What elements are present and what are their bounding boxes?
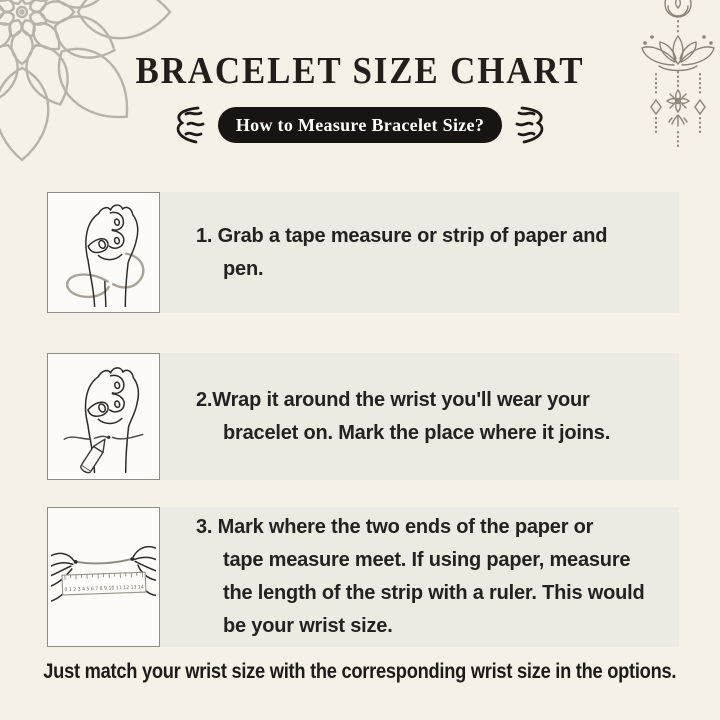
step-1-text (160, 192, 679, 313)
step-3-line-1: 3. Mark where the two ends of the paper or (196, 516, 594, 538)
subtitle-badge: How to Measure Bracelet Size? (218, 107, 502, 143)
fist-with-pencil-illustration (51, 359, 156, 474)
step-1-illustration-panel (47, 192, 160, 313)
page-title: BRACELET SIZE CHART (135, 50, 585, 92)
footer-text: Just match your wrist size with the corresponding wrist size in the options. (43, 660, 677, 683)
subtitle-row (0, 105, 720, 145)
step-3-illustration-panel (47, 507, 160, 647)
step-1-line-2: pen. (223, 257, 264, 280)
step-3-line-4: be your wrist size. (223, 615, 393, 637)
header (0, 0, 720, 145)
step-2-text (160, 353, 679, 480)
hands-with-ruler-illustration (51, 514, 156, 641)
step-3-line-3: the length of the strip with a ruler. This would (223, 582, 645, 604)
footer (0, 660, 720, 684)
fist-with-tape-loop-illustration (51, 198, 156, 307)
swirl-bracket-right-icon (515, 105, 555, 145)
step-3-text (160, 507, 679, 647)
step-2-line-1: 2.Wrap it around the wrist you'll wear your (196, 388, 590, 411)
instruction-steps (47, 192, 679, 647)
step-1-row (47, 192, 679, 313)
step-3-line-2: tape measure meet. If using paper, measure (223, 549, 631, 571)
swirl-bracket-left-icon (165, 105, 205, 145)
ruler-numbers: 0 1 2 3 4 5 6 7 8 9 10 11 12 13 14 (64, 583, 149, 593)
step-1-line-1: 1. Grab a tape measure or strip of paper and (196, 224, 608, 247)
step-2-row (47, 353, 679, 480)
step-2-line-2: bracelet on. Mark the place where it joins. (223, 421, 611, 444)
step-3-row (47, 507, 679, 647)
step-2-illustration-panel (47, 353, 160, 480)
